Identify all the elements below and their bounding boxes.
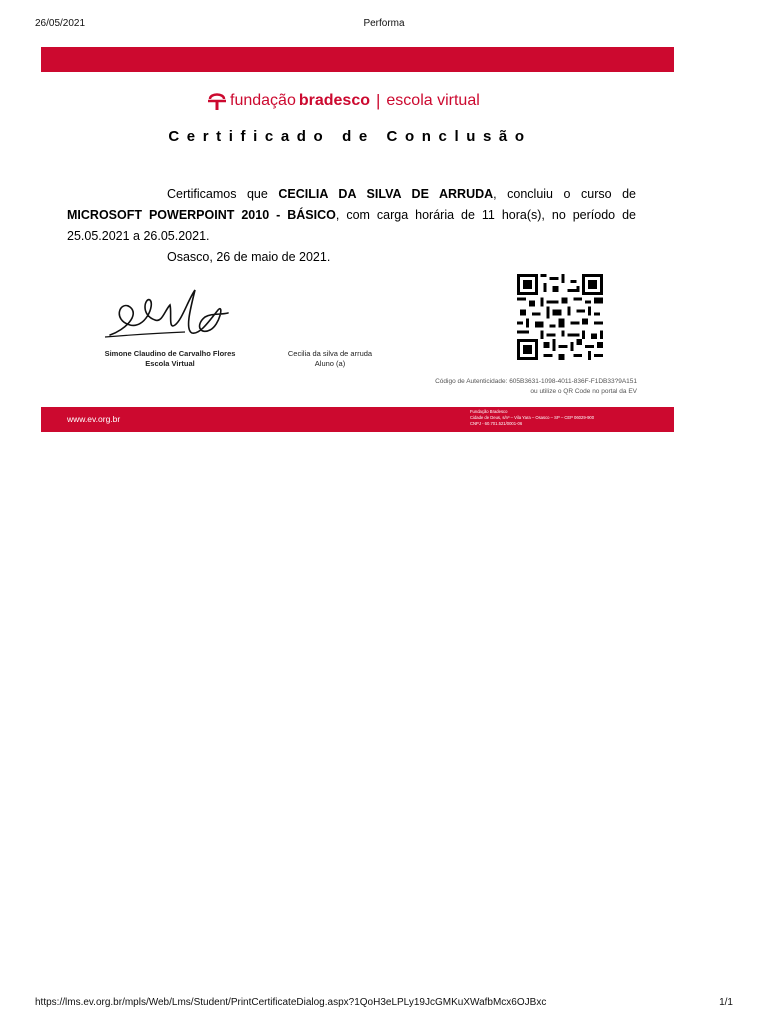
signatory-1 [85,349,255,369]
signatory-2 [260,349,400,369]
website-link[interactable]: www.ev.org.br [67,414,121,424]
signature-image [100,285,240,345]
print-url: https://lms.ev.org.br/mpls/Web/Lms/Student/PrintCertificateDialog.aspx?1QoH3eLPLy19JcGMKuXWafbMcx6OJBxc [35,997,547,1008]
body-text-2: , concluiu o curso de [493,187,637,201]
logo-text-fundacao: fundação [230,92,296,109]
print-title: Performa [363,18,405,29]
qr-code[interactable] [516,274,604,360]
logo-separator: | [375,91,381,110]
body-text-1: Certificamos que [167,187,279,201]
body-text-4: . [206,229,210,243]
authenticity-hint: ou utilize o QR Code no portal da EV [530,388,637,395]
fundacao-bradesco-logo [207,88,480,114]
footer-address [470,409,594,427]
signatory-2-name: Cecilia da silva de arruda [287,349,373,358]
print-page-number: 1/1 [719,997,733,1008]
print-date: 26/05/2021 [35,18,86,29]
course-period: 25.05.2021 a 26.05.2021 [67,229,207,243]
logo-text-escola-virtual: escola virtual [386,92,480,109]
certificate-title: Certificado de Conclusão [168,128,532,145]
logo-text-bradesco: bradesco [298,92,370,109]
bradesco-tree-icon [207,90,227,112]
authenticity-info [435,377,637,397]
body-text-3: , com carga horária de 11 hora(s), no período de [335,208,637,222]
signatory-1-name: Simone Claudino de Carvalho Flores [104,349,236,358]
footer-address-line: Cidade de Deus, s/nº – Vila Yara – Osasco – SP – CEP 06029-900 [470,415,595,420]
student-name: CECILIA DA SILVA DE ARRUDA [278,187,494,201]
signatory-1-role: Escola Virtual [145,359,195,368]
course-name: MICROSOFT POWERPOINT 2010 - BÁSICO [67,208,336,222]
authenticity-code: Código de Autenticidade: 605B3631-1098-4011-836F-F1DB33?9A151 [435,378,637,385]
place-date: Osasco, 26 de maio de 2021. [167,250,331,264]
footer-org: Fundação Bradesco [470,409,508,414]
footer-cnpj: CNPJ - 60.701.521/0001-06 [470,421,523,426]
certificate-body [67,184,636,247]
signatory-2-role: Aluno (a) [314,359,346,368]
top-red-band [41,47,674,72]
